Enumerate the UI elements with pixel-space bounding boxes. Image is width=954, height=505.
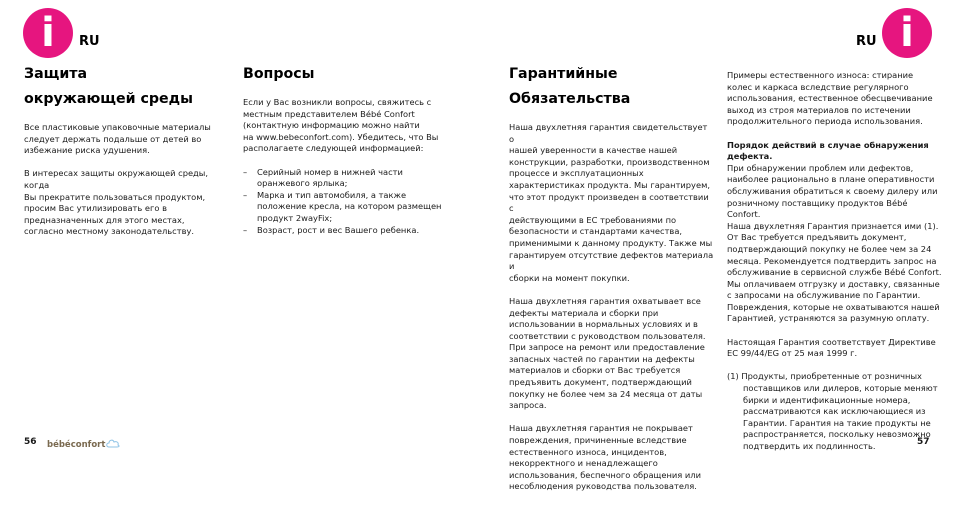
- brand-logo: [47, 439, 120, 450]
- paragraph: Наша двухлетняя гарантия не покрывает повреждения, причиненные вследствие естественного износа, инцидентов, некорректного и ненадлежащего использования, беспечного обращения или несоблюдения руководства пользователя.: [509, 423, 701, 492]
- cloud-icon: [106, 439, 120, 448]
- paragraph: Наша двухлетняя гарантия свидетельствует о нашей уверенности в качестве нашей конструкции, разработки, производственном процессе и эксплуатационных характеристиках продукта. Мы гарантируем, что этот продукт произведен в соответствии с действующими в ЕС требованиями по безопасности и стандартами качества, применимыми к данному продукту. Также мы гарантируем отсутствие дефектов материала и сборки на момент покупки.: [509, 122, 714, 283]
- info-list: [243, 167, 443, 237]
- page-number-left: 56: [24, 437, 37, 447]
- paragraph: Если у Вас возникли вопросы, свяжитесь с местным представителем Bébé Confort (контактную информацию можно найти на www.bebeconfort.com). Убедитесь, что Вы располагаете следующей информацией:: [243, 97, 439, 154]
- paragraph: Наша двухлетняя гарантия охватывает все дефекты материала и сборки при использовании в нормальных условиях и в соответствии с руководством пользователя. При запросе на ремонт или предоставление запасных частей по гарантии на дефекты материалов и сборки от Вас требуется предъявить документ, подтверждающий покупку не более чем за 24 месяца от даты запроса.: [509, 295, 706, 411]
- paragraph: В интересах защиты окружающей среды, когда Вы прекратите пользоваться продуктом, просим Вас утилизировать его в предназначенных для этого местах, согласно местному законодательству.: [24, 168, 208, 237]
- footnote: (1) Продукты, приобретенные от розничных поставщиков или дилеров, которые меняют бирки и идентификационные номера, рассматриваются как исключающиеся из Гарантии. Гарантия на такие продукты не распространяется, поскольку невозможно подтвердить их подлинность.: [727, 371, 938, 451]
- info-icon: i: [23, 8, 73, 58]
- warranty-continued-section: [727, 70, 942, 464]
- list-item: – Марка и тип автомобиля, а также положение кресла, на котором размещен продукт 2wayFix;: [243, 190, 443, 225]
- language-label-left: RU: [79, 34, 100, 49]
- section-title: Защита окружающей среды: [24, 66, 193, 107]
- brand-name: bébéconfort: [47, 440, 106, 450]
- questions-section: [243, 62, 443, 248]
- paragraph: Все пластиковые упаковочные материалы следует держать подальше от детей во избежание риска удушения.: [24, 122, 211, 156]
- paragraph: Примеры естественного износа: стирание колес и каркаса вследствие регулярного использования, естественное обесцвечивание выход из строя материалов по истечении продолжительного периода использования.: [727, 70, 933, 127]
- page-number-right: 57: [917, 437, 930, 447]
- info-icon: i: [882, 8, 932, 58]
- paragraph: Настоящая Гарантия соответствует Директиве ЕС 99/44/EG от 25 мая 1999 г.: [727, 336, 936, 359]
- subheading: Порядок действий в случае обнаружения дефекта.: [727, 139, 929, 162]
- list-item: – Серийный номер в нижней части оранжевого ярлыка;: [243, 167, 443, 190]
- language-label-right: RU: [856, 34, 877, 49]
- list-item: – Возраст, рост и вес Вашего ребенка.: [243, 225, 443, 237]
- warranty-section: [509, 62, 714, 505]
- section-title: Гарантийные Обязательства: [509, 66, 631, 107]
- section-title: Вопросы: [243, 66, 315, 82]
- paragraph: При обнаружении проблем или дефектов, наиболее рационально в плане оперативности обслуживания обратиться к своему дилеру или розничному поставщику продуктов Bébé Confort. Наша двухлетняя Гарантия признается ими (1). От Вас требуется предъявить документ, подтверждающий покупку не более чем за 24 месяца. Рекомендуется подтвердить запрос на обслуживание в сервисной службе Bébé Confort. Мы оплачиваем отгрузку и доставку, связанные с запросами на обслуживание по Гарантии. Повреждения, которые не охватываются нашей Гарантией, устраняются за разумную оплату.: [727, 162, 942, 324]
- environment-section: [24, 62, 224, 250]
